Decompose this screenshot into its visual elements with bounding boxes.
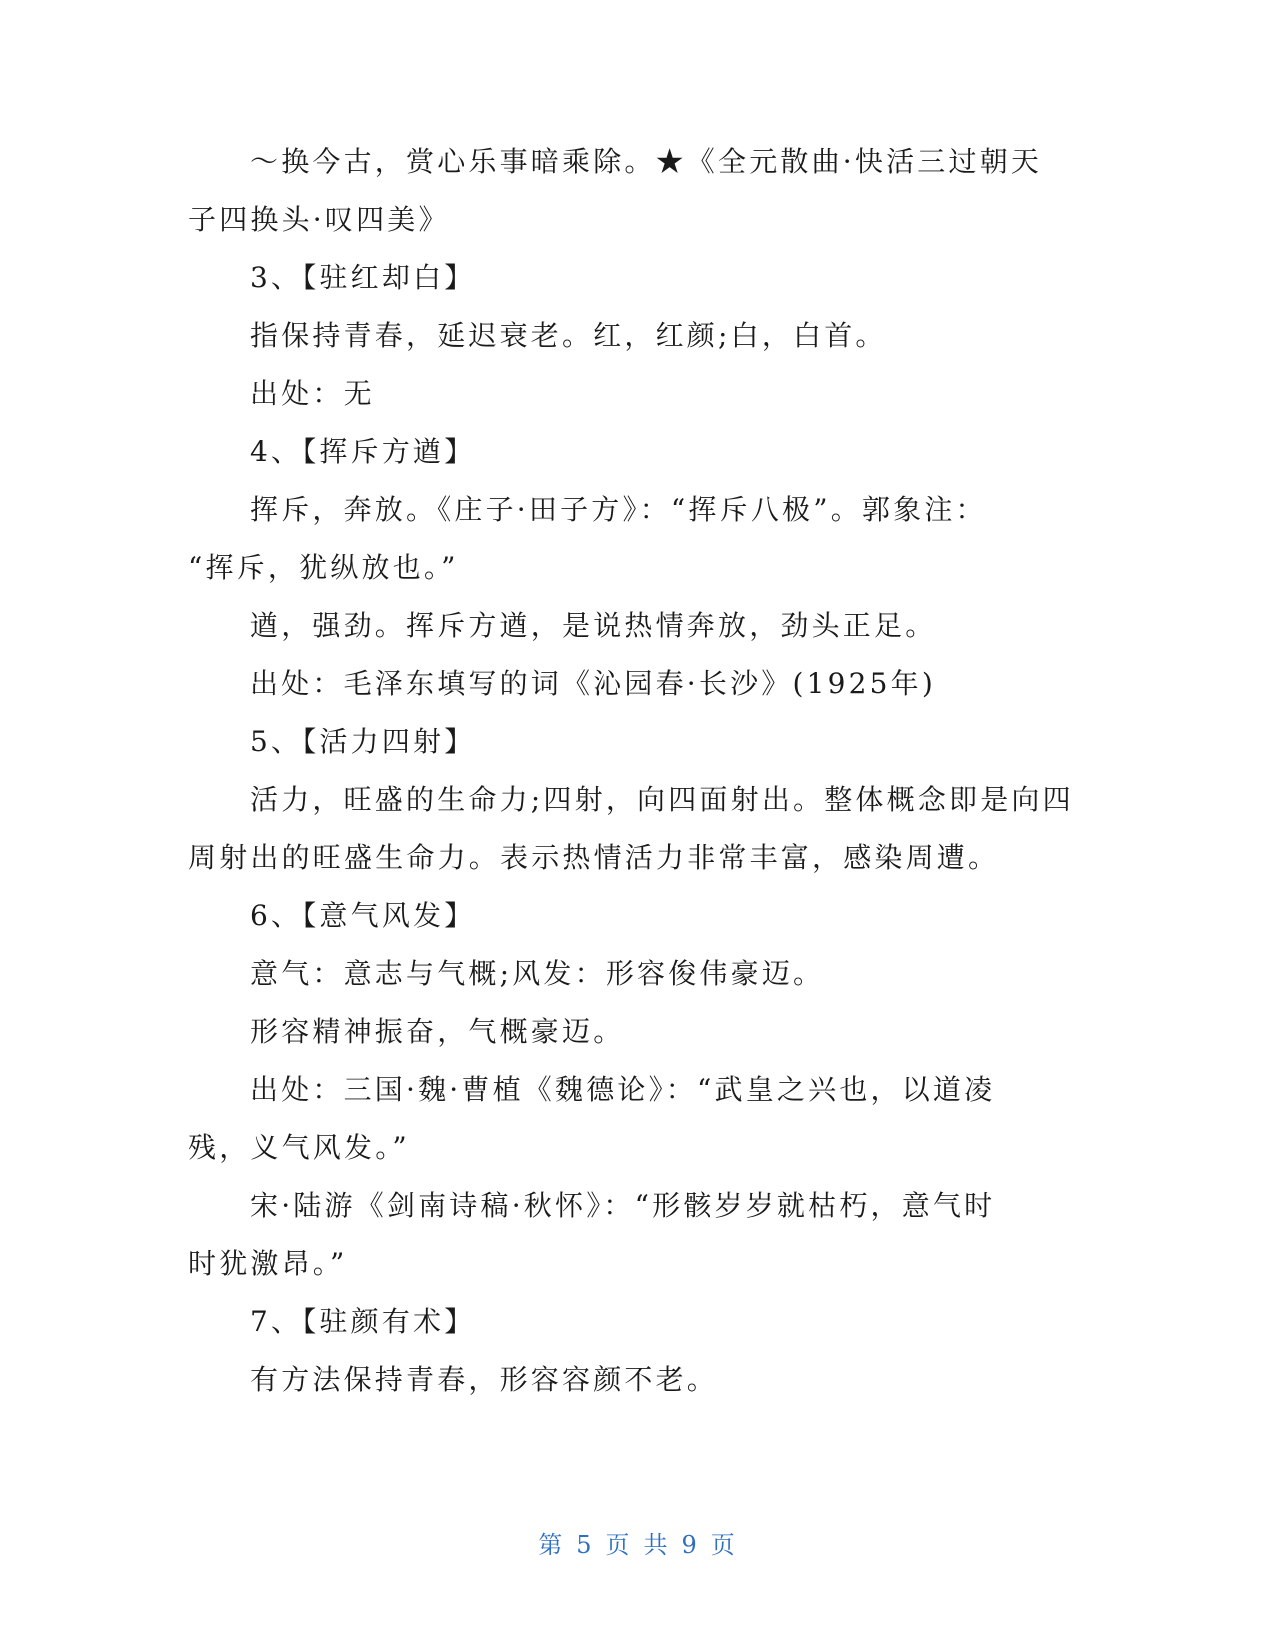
page-footer — [0, 1528, 1275, 1562]
page-label-prefix: 第 — [538, 1531, 565, 1559]
entry-heading-4: 4、【挥斥方遒】 — [250, 435, 476, 468]
text-line-10: 出处：毛泽东填写的词《沁园春·长沙》(1925年) — [250, 667, 937, 700]
total-label: 共 — [643, 1531, 670, 1559]
current-page-number: 5 — [576, 1531, 594, 1559]
text-line-4: 指保持青春，延迟衰老。红，红颜;白，白首。 — [250, 319, 887, 352]
text-line-12: 活力，旺盛的生命力;四射，向四面射出。整体概念即是向四 — [250, 783, 1074, 816]
text-line-8: “挥斥，犹纵放也。” — [188, 551, 459, 584]
text-line-20: 时犹激昂。” — [188, 1247, 348, 1280]
entry-heading-5: 5、【活力四射】 — [250, 725, 476, 758]
text-line-2: 子四换头·叹四美》 — [188, 203, 450, 236]
text-line-17: 出处：三国·魏·曹植《魏德论》：“武皇之兴也，以道凌 — [250, 1073, 996, 1106]
text-line-9: 遒，强劲。挥斥方遒，是说热情奔放，劲头正足。 — [250, 609, 937, 642]
text-line-13: 周射出的旺盛生命力。表示热情活力非常丰富，感染周遭。 — [188, 841, 1000, 874]
entry-heading-6: 6、【意气风发】 — [250, 899, 476, 932]
page-label-mid: 页 — [605, 1531, 632, 1559]
text-line-7: 挥斥，奔放。《庄子·田子方》：“挥斥八极”。郭象注： — [250, 493, 987, 526]
total-pages-number: 9 — [681, 1531, 699, 1559]
entry-heading-3: 3、【驻红却白】 — [250, 261, 476, 294]
entry-heading-7: 7、【驻颜有术】 — [250, 1305, 476, 1338]
text-line-5: 出处：无 — [250, 377, 375, 410]
page-label-suffix: 页 — [710, 1531, 737, 1559]
text-line-19: 宋·陆游《剑南诗稿·秋怀》：“形骸岁岁就枯朽，意气时 — [250, 1189, 996, 1222]
text-line-16: 形容精神振奋，气概豪迈。 — [250, 1015, 625, 1048]
text-line-15: 意气：意志与气概;风发：形容俊伟豪迈。 — [250, 957, 825, 990]
text-line-1: ～换今古，赏心乐事暗乘除。★《全元散曲·快活三过朝天 — [250, 145, 1043, 178]
text-line-18: 残，义气风发。” — [188, 1131, 410, 1164]
text-line-22: 有方法保持青春，形容容颜不老。 — [250, 1363, 719, 1396]
